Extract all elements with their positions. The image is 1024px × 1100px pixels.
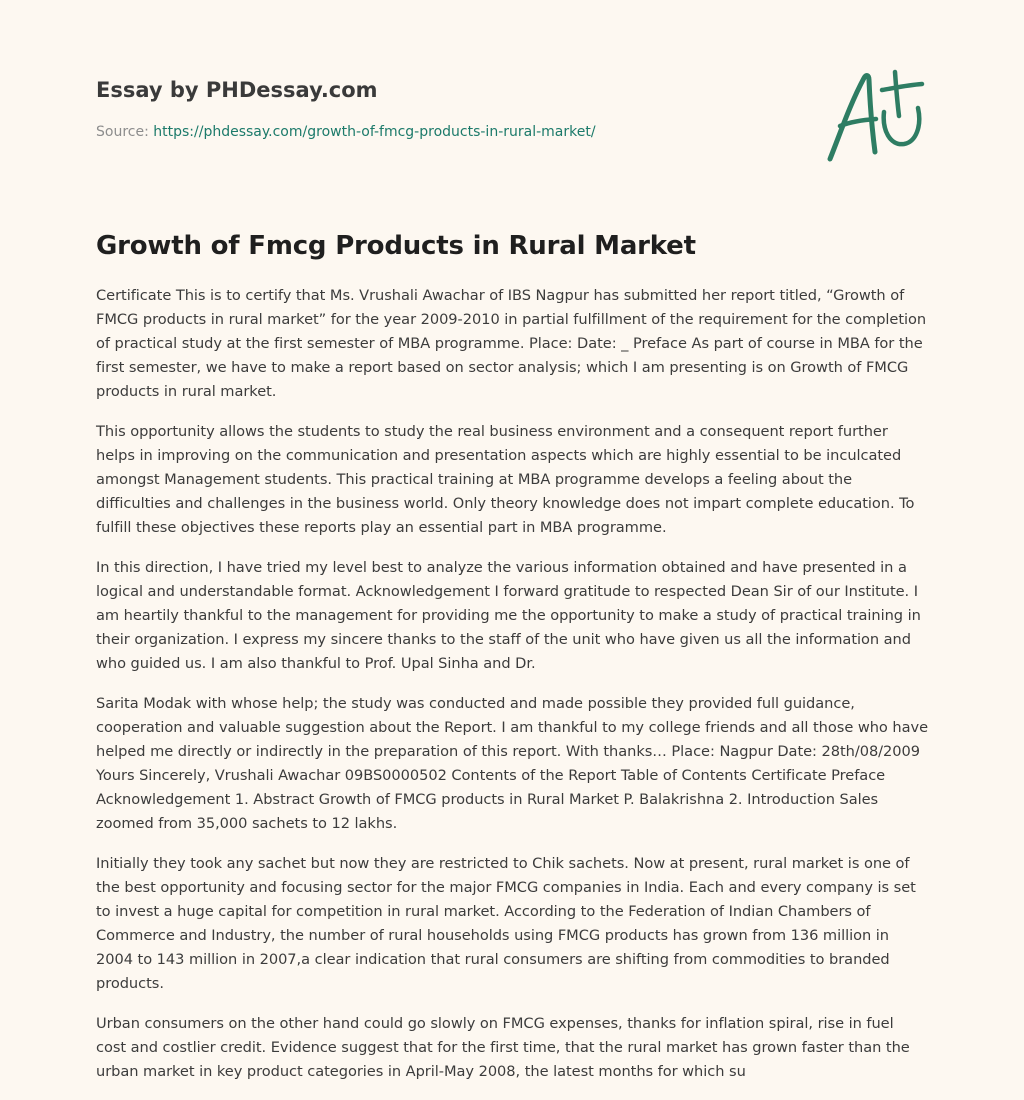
essay-paragraph: Sarita Modak with whose help; the study was conducted and made possible they provided full guidance, cooperation and valuable suggestion about the Report. I am thankful to my college friends and all those who have helped me directly or indirectly in the preparation of this report. With thanks… Place: Nagpur Date: 28th/08/2009 Yours Sincerely, Vrushali Awachar 09BS0000502 Contents of the Report Table of Contents Certificate Preface Acknowledgement 1. Abstract Growth of FMCG products in Rural Market P. Balakrishna 2. Introduction Sales zoomed from 35,000 sachets to 12 lakhs. [96,695,928,832]
essay-title: Growth of Fmcg Products in Rural Market [96,231,696,261]
page-header [96,72,796,142]
a-plus-grade-icon [820,64,930,168]
source-link[interactable]: https://phdessay.com/growth-of-fmcg-products-in-rural-market/ [153,124,596,140]
essay-paragraph: This opportunity allows the students to study the real business environment and a consequent report further helps in improving on the communication and presentation aspects which are highly essential to be inculcated amongst Management students. This practical training at MBA programme develops a feeling about the difficulties and challenges in the business world. Only theory knowledge does not impart complete education. To fulfill these objectives these reports play an essential part in MBA programme. [96,423,915,536]
source-label: Source: [96,124,154,140]
brand-title: Essay by PHDessay.com [96,78,378,102]
essay-body [96,284,928,1100]
essay-paragraph: In this direction, I have tried my level best to analyze the various information obtained and have presented in a logical and understandable format. Acknowledgement I forward gratitude to respected Dean Sir of our Institute. I am heartily thankful to the management for providing me the opportunity to make a study of practical training in their organization. I express my sincere thanks to the staff of the unit who have given us all the information and who guided us. I am also thankful to Prof. Upal Sinha and Dr. [96,559,921,672]
essay-paragraph: Initially they took any sachet but now they are restricted to Chik sachets. Now at present, rural market is one of the best opportunity and focusing sector for the major FMCG companies in India. Each and every company is set to invest a huge capital for competition in rural market. According to the Federation of Indian Chambers of Commerce and Industry, the number of rural households using FMCG products has grown from 136 million in 2004 to 143 million in 2007,a clear indication that rural consumers are shifting from commodities to branded products. [96,855,916,992]
source-line [96,122,796,142]
a-plus-logo-svg [820,64,930,168]
essay-paragraph: Certificate This is to certify that Ms. Vrushali Awachar of IBS Nagpur has submitted her report titled, “Growth of FMCG products in rural market” for the year 2009-2010 in partial fulfillment of the requirement for the completion of practical study at the first semester of MBA programme. Place: Date: _ Preface As part of course in MBA for the first semester, we have to make a report based on sector analysis; which I am presenting is on Growth of FMCG products in rural market. [96,287,927,400]
essay-paragraph: Urban consumers on the other hand could go slowly on FMCG expenses, thanks for inflation spiral, rise in fuel cost and costlier credit. Evidence suggest that for the first time, that the rural market has grown faster than the urban market in key product categories in April-May 2008, the latest months for which su [96,1015,910,1080]
